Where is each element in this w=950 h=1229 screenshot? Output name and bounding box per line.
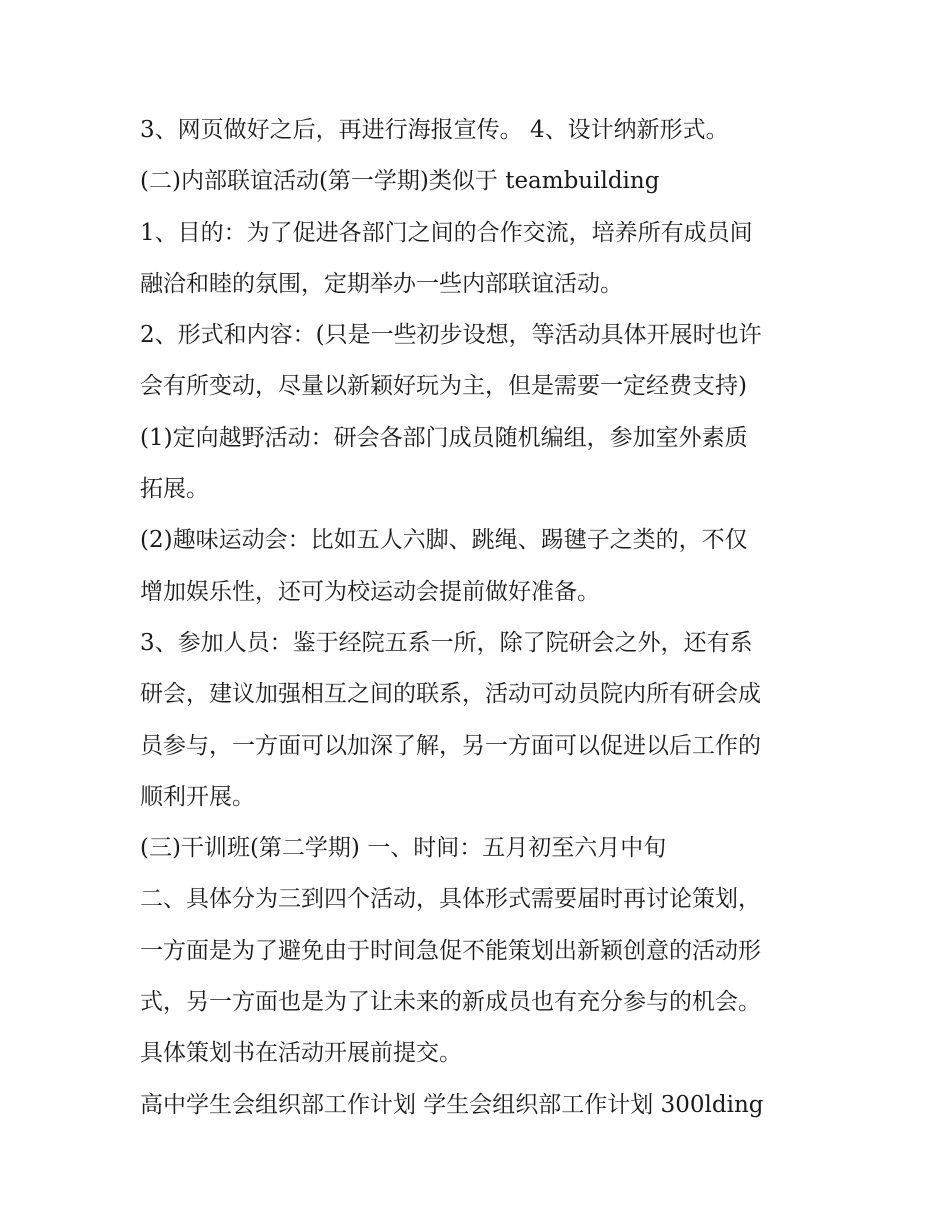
text-line: 式，另一方面也是为了让未来的新成员也有充分参与的机会。 — [140, 989, 761, 1016]
text-line: 高中学生会组织部工作计划 学生会组织部工作计划 300lding — [140, 1091, 764, 1118]
text-line: 员参与，一方面可以加深了解，另一方面可以促进以后工作的 — [140, 732, 761, 759]
text-line: 一方面是为了避免由于时间急促不能策划出新颖创意的活动形 — [140, 937, 761, 964]
text-line: 融洽和睦的氛围，定期举办一些内部联谊活动。 — [140, 270, 623, 297]
text-line: 具体策划书在活动开展前提交。 — [140, 1040, 462, 1067]
text-line: (2)趣味运动会：比如五人六脚、跳绳、踢毽子之类的，不仅 — [140, 527, 748, 554]
text-line: 会有所变动，尽量以新颖好玩为主，但是需要一定经费支持) — [140, 373, 747, 400]
text-line: 2、形式和内容：(只是一些初步设想，等活动具体开展时也许 — [140, 322, 762, 349]
text-line: 3、网页做好之后，再进行海报宣传。 4、设计纳新形式。 — [140, 117, 729, 143]
text-line: 1、目的：为了促进各部门之间的合作交流，培养所有成员间 — [140, 219, 753, 246]
text-line: 顺利开展。 — [140, 783, 255, 810]
text-line: 拓展。 — [140, 476, 209, 503]
section-heading: (二)内部联谊活动(第一学期)类似于 teambuilding — [140, 168, 660, 195]
text-line: 增加娱乐性，还可为校运动会提前做好准备。 — [140, 578, 600, 605]
text-line: 3、参加人员：鉴于经院五系一所，除了院研会之外，还有系 — [140, 629, 753, 656]
text-line: 二、具体分为三到四个活动，具体形式需要届时再讨论策划， — [140, 886, 761, 913]
document-body — [140, 110, 820, 1136]
text-line: 研会，建议加强相互之间的联系，活动可动员院内所有研会成 — [140, 681, 761, 708]
text-line: (1)定向越野活动：研会各部门成员随机编组，参加室外素质 — [140, 424, 748, 451]
section-heading: (三)干训班(第二学期) 一、时间：五月初至六月中旬 — [140, 835, 667, 862]
